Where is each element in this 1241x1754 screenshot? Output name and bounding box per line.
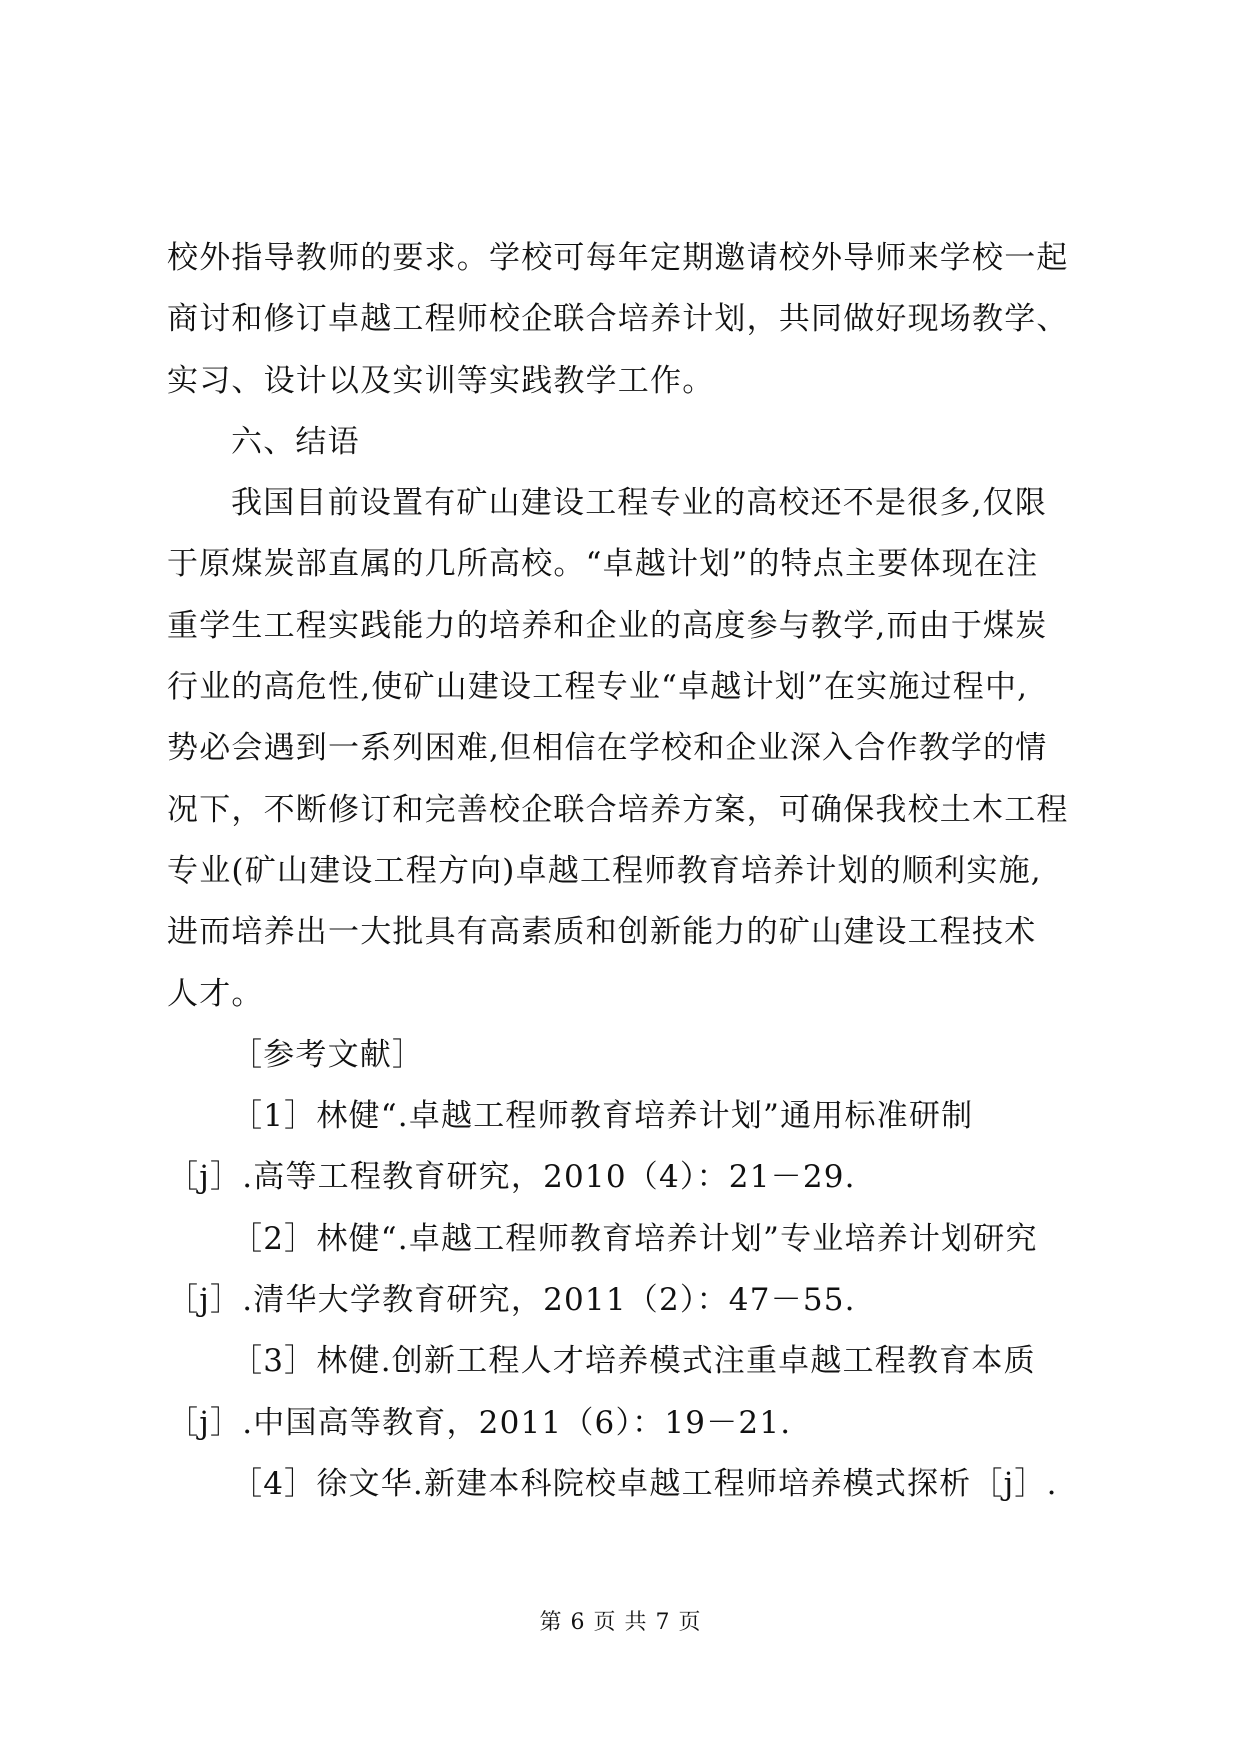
text-line: 于原煤炭部直属的几所高校。“卓越计划”的特点主要体现在注: [167, 546, 1039, 583]
text-line: ［2］林健“.卓越工程师教育培养计划”专业培养计划研究: [231, 1220, 1038, 1257]
text-line: 商讨和修订卓越工程师校企联合培养计划，共同做好现场教学、: [167, 301, 1069, 338]
text-line: 实习、设计以及实训等实践教学工作。: [167, 362, 715, 399]
text-line: 人才。: [167, 975, 264, 1012]
text-line: ［j］.中国高等教育，2011（6）：19－21.: [167, 1404, 792, 1441]
text-line: ［j］.清华大学教育研究，2011（2）：47－55.: [167, 1282, 856, 1319]
text-line: 专业(矿山建设工程方向)卓越工程师教育培养计划的顺利实施,: [167, 852, 1042, 889]
text-line: 进而培养出一大批具有高素质和创新能力的矿山建设工程技术: [167, 914, 1037, 951]
text-line: ［3］林健.创新工程人才培养模式注重卓越工程教育本质: [231, 1343, 1036, 1380]
text-line: 校外指导教师的要求。学校可每年定期邀请校外导师来学校一起: [167, 240, 1069, 276]
text-line: 我国目前设置有矿山建设工程专业的高校还不是很多,仅限: [231, 485, 1048, 522]
text-line: 重学生工程实践能力的培养和企业的高度参与教学,而由于煤炭: [167, 607, 1048, 644]
text-line: 况下，不断修订和完善校企联合培养方案，可确保我校土木工程: [167, 791, 1069, 828]
text-line: 六、结语: [231, 423, 360, 460]
document-body: [167, 228, 1087, 1515]
page-number-label: 第 6 页 共 7 页: [539, 1610, 702, 1635]
page-footer: [0, 1608, 1241, 1638]
text-line: ［4］徐文华.新建本科院校卓越工程师培养模式探析［j］.: [231, 1465, 1058, 1502]
text-line: ［j］.高等工程教育研究，2010（4）：21－29.: [167, 1159, 856, 1196]
text-line: 势必会遇到一系列困难,但相信在学校和企业深入合作教学的情: [167, 730, 1048, 767]
text-line: ［参考文献］: [231, 1036, 425, 1073]
text-line: 行业的高危性,使矿山建设工程专业“卓越计划”在实施过程中,: [167, 669, 1029, 706]
text-line: ［1］林健“.卓越工程师教育培养计划”通用标准研制: [231, 1098, 974, 1135]
